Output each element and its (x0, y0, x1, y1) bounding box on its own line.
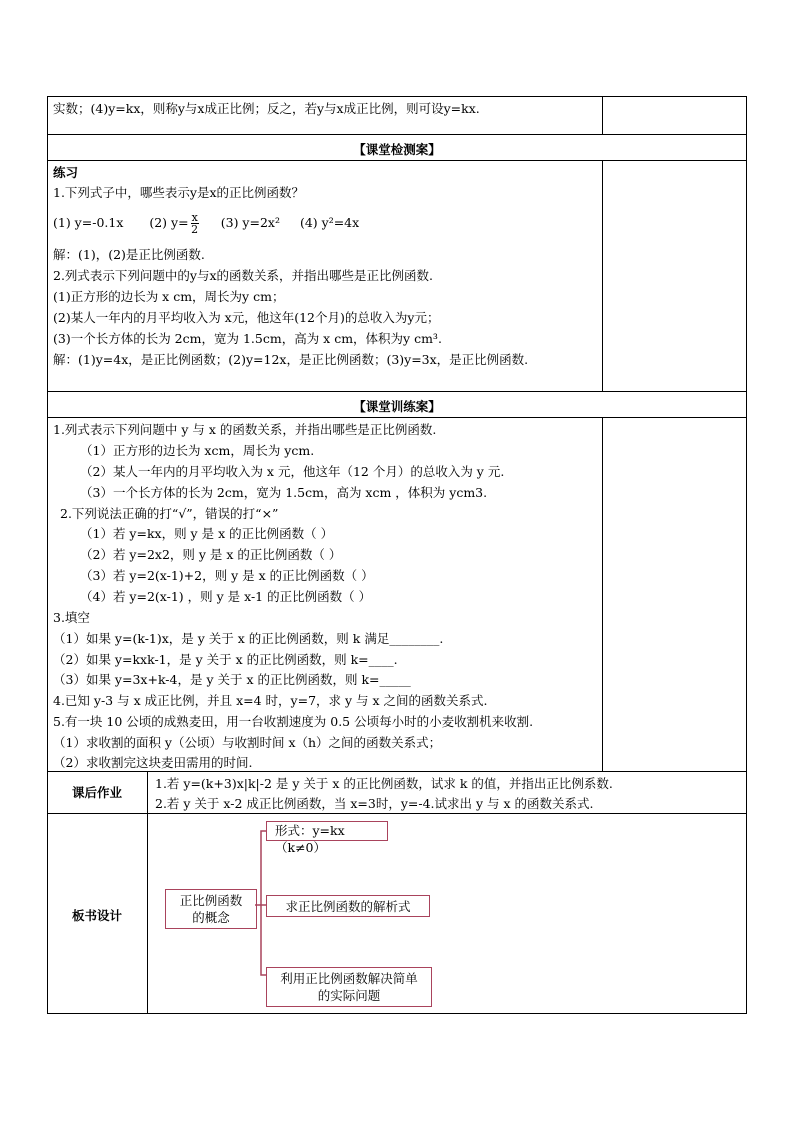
q1-option-2-prefix: (2) y= (149, 215, 189, 230)
right-column-divider (602, 417, 603, 771)
training-line: （3）如果 y=3x+k-4，是 y 关于 x 的正比例函数，则 k=_____ (53, 672, 411, 687)
q1-answer: 解：(1)，(2)是正比例函数. (53, 247, 205, 262)
training-line: （3）一个长方体的长为 2cm，宽为 1.5cm，高为 xcm ，体积为 ycm3. (80, 485, 488, 500)
training-line: 1.列式表示下列问题中 y 与 x 的函数关系，并指出哪些是正比例函数. (53, 422, 437, 437)
row-line (47, 771, 747, 772)
training-line: （1）若 y=kx，则 y 是 x 的正比例函数（ ） (80, 526, 334, 541)
q2-answer: 解：(1)y=4x，是正比例函数；(2)y=12x，是正比例函数；(3)y=3x，是正比例函数. (53, 352, 529, 367)
section-header-xunlian: 【课堂训练案】 (353, 399, 441, 414)
analytic-box-text: 求正比例函数的解析式 (285, 899, 411, 914)
row-line (47, 417, 747, 418)
homework-label: 课后作业 (71, 785, 122, 800)
training-line: （1）如果 y=(k-1)x，是 y 关于 x 的正比例函数，则 k 满足________. (53, 631, 444, 646)
fraction-denominator: 2 (191, 223, 199, 236)
row-line (47, 134, 747, 135)
training-line: 3.填空 (53, 610, 90, 625)
training-line: 4.已知 y-3 与 x 成正比例，并且 x=4 时，y=7，求 y 与 x 之间的函数关系式. (53, 693, 488, 708)
row-line (47, 391, 747, 392)
row-line (47, 813, 747, 814)
q2-item-1: (1)正方形的边长为 x cm，周长为y cm； (53, 289, 285, 304)
concept-line-2: 的概念 (192, 910, 230, 925)
training-line: 2.下列说法正确的打“√”，错误的打“×” (60, 506, 279, 521)
training-line: （2）若 y=2x2，则 y 是 x 的正比例函数（ ） (80, 547, 342, 562)
definition-text: 实数；(4)y=kx，则称y与x成正比例；反之，若y与x成正比例，则可设y=kx. (53, 101, 480, 116)
fraction (191, 212, 199, 235)
q1-options (53, 212, 359, 235)
q1-option-3: (3) y=2x² (220, 215, 280, 230)
training-line: （2）某人一年内的月平均收入为 x 元，他这年（12 个月）的总收入为 y 元. (80, 464, 505, 479)
form-box-text: 形式：y=kx（k≠0） (275, 823, 345, 855)
board-label: 板书设计 (71, 908, 122, 923)
training-line: （4）若 y=2(x-1) ，则 y 是 x-1 的正比例函数（ ） (80, 589, 372, 604)
application-line-1: 利用正比例函数解决简单 (280, 971, 418, 986)
analytic-box (266, 895, 430, 917)
concept-box (165, 889, 257, 929)
q2-item-3: (3)一个长方体的长为 2cm，宽为 1.5cm，高为 x cm，体积为y cm³. (53, 331, 442, 346)
label-column-divider (147, 771, 148, 1014)
q1-option-4: (4) y²=4x (299, 215, 360, 230)
training-line: 5.有一块 10 公顷的成熟麦田，用一台收割速度为 0.5 公顷每小时的小麦收割机来收割. (53, 714, 534, 729)
right-column-divider (602, 160, 603, 391)
section-header-jiance: 【课堂检测案】 (353, 142, 441, 157)
q1-option-1: (1) y=-0.1x (53, 215, 124, 230)
application-line-2: 的实际问题 (317, 988, 381, 1003)
training-line: （1）正方形的边长为 xcm，周长为 ycm. (80, 443, 315, 458)
training-line: （2）如果 y=kxk-1，是 y 关于 x 的正比例函数，则 k=____. (53, 652, 398, 667)
training-line: （1）求收割的面积 y（公顷）与收割时间 x（h）之间的函数关系式； (53, 735, 442, 750)
practice-label: 练习 (53, 165, 79, 180)
right-column-divider (602, 96, 603, 134)
homework-line-2: 2.若 y 关于 x-2 成正比例函数，当 x=3时，y=-4.试求出 y 与 x 的函数关系式. (155, 796, 594, 811)
q2-item-2: (2)某人一年内的月平均收入为 x元，他这年(12个月)的总收入为y元； (53, 310, 440, 325)
question-1: 1.下列式子中，哪些表示y是x的正比例函数？ (53, 185, 305, 200)
fraction-numerator: x (191, 211, 198, 224)
question-2: 2.列式表示下列问题中的y与x的函数关系，并指出哪些是正比例函数. (53, 268, 434, 283)
concept-line-1: 正比例函数 (179, 893, 243, 908)
homework-line-1: 1.若 y=(k+3)x|k|-2 是 y 关于 x 的正比例函数，试求 k 的值，并指出正比例系数. (155, 776, 613, 791)
training-line: （2）求收割完这块麦田需用的时间. (53, 755, 253, 770)
row-line (47, 160, 747, 161)
form-box (266, 821, 388, 855)
application-box (266, 967, 432, 1007)
training-line: （3）若 y=2(x-1)+2，则 y 是 x 的正比例函数（ ） (80, 568, 374, 583)
